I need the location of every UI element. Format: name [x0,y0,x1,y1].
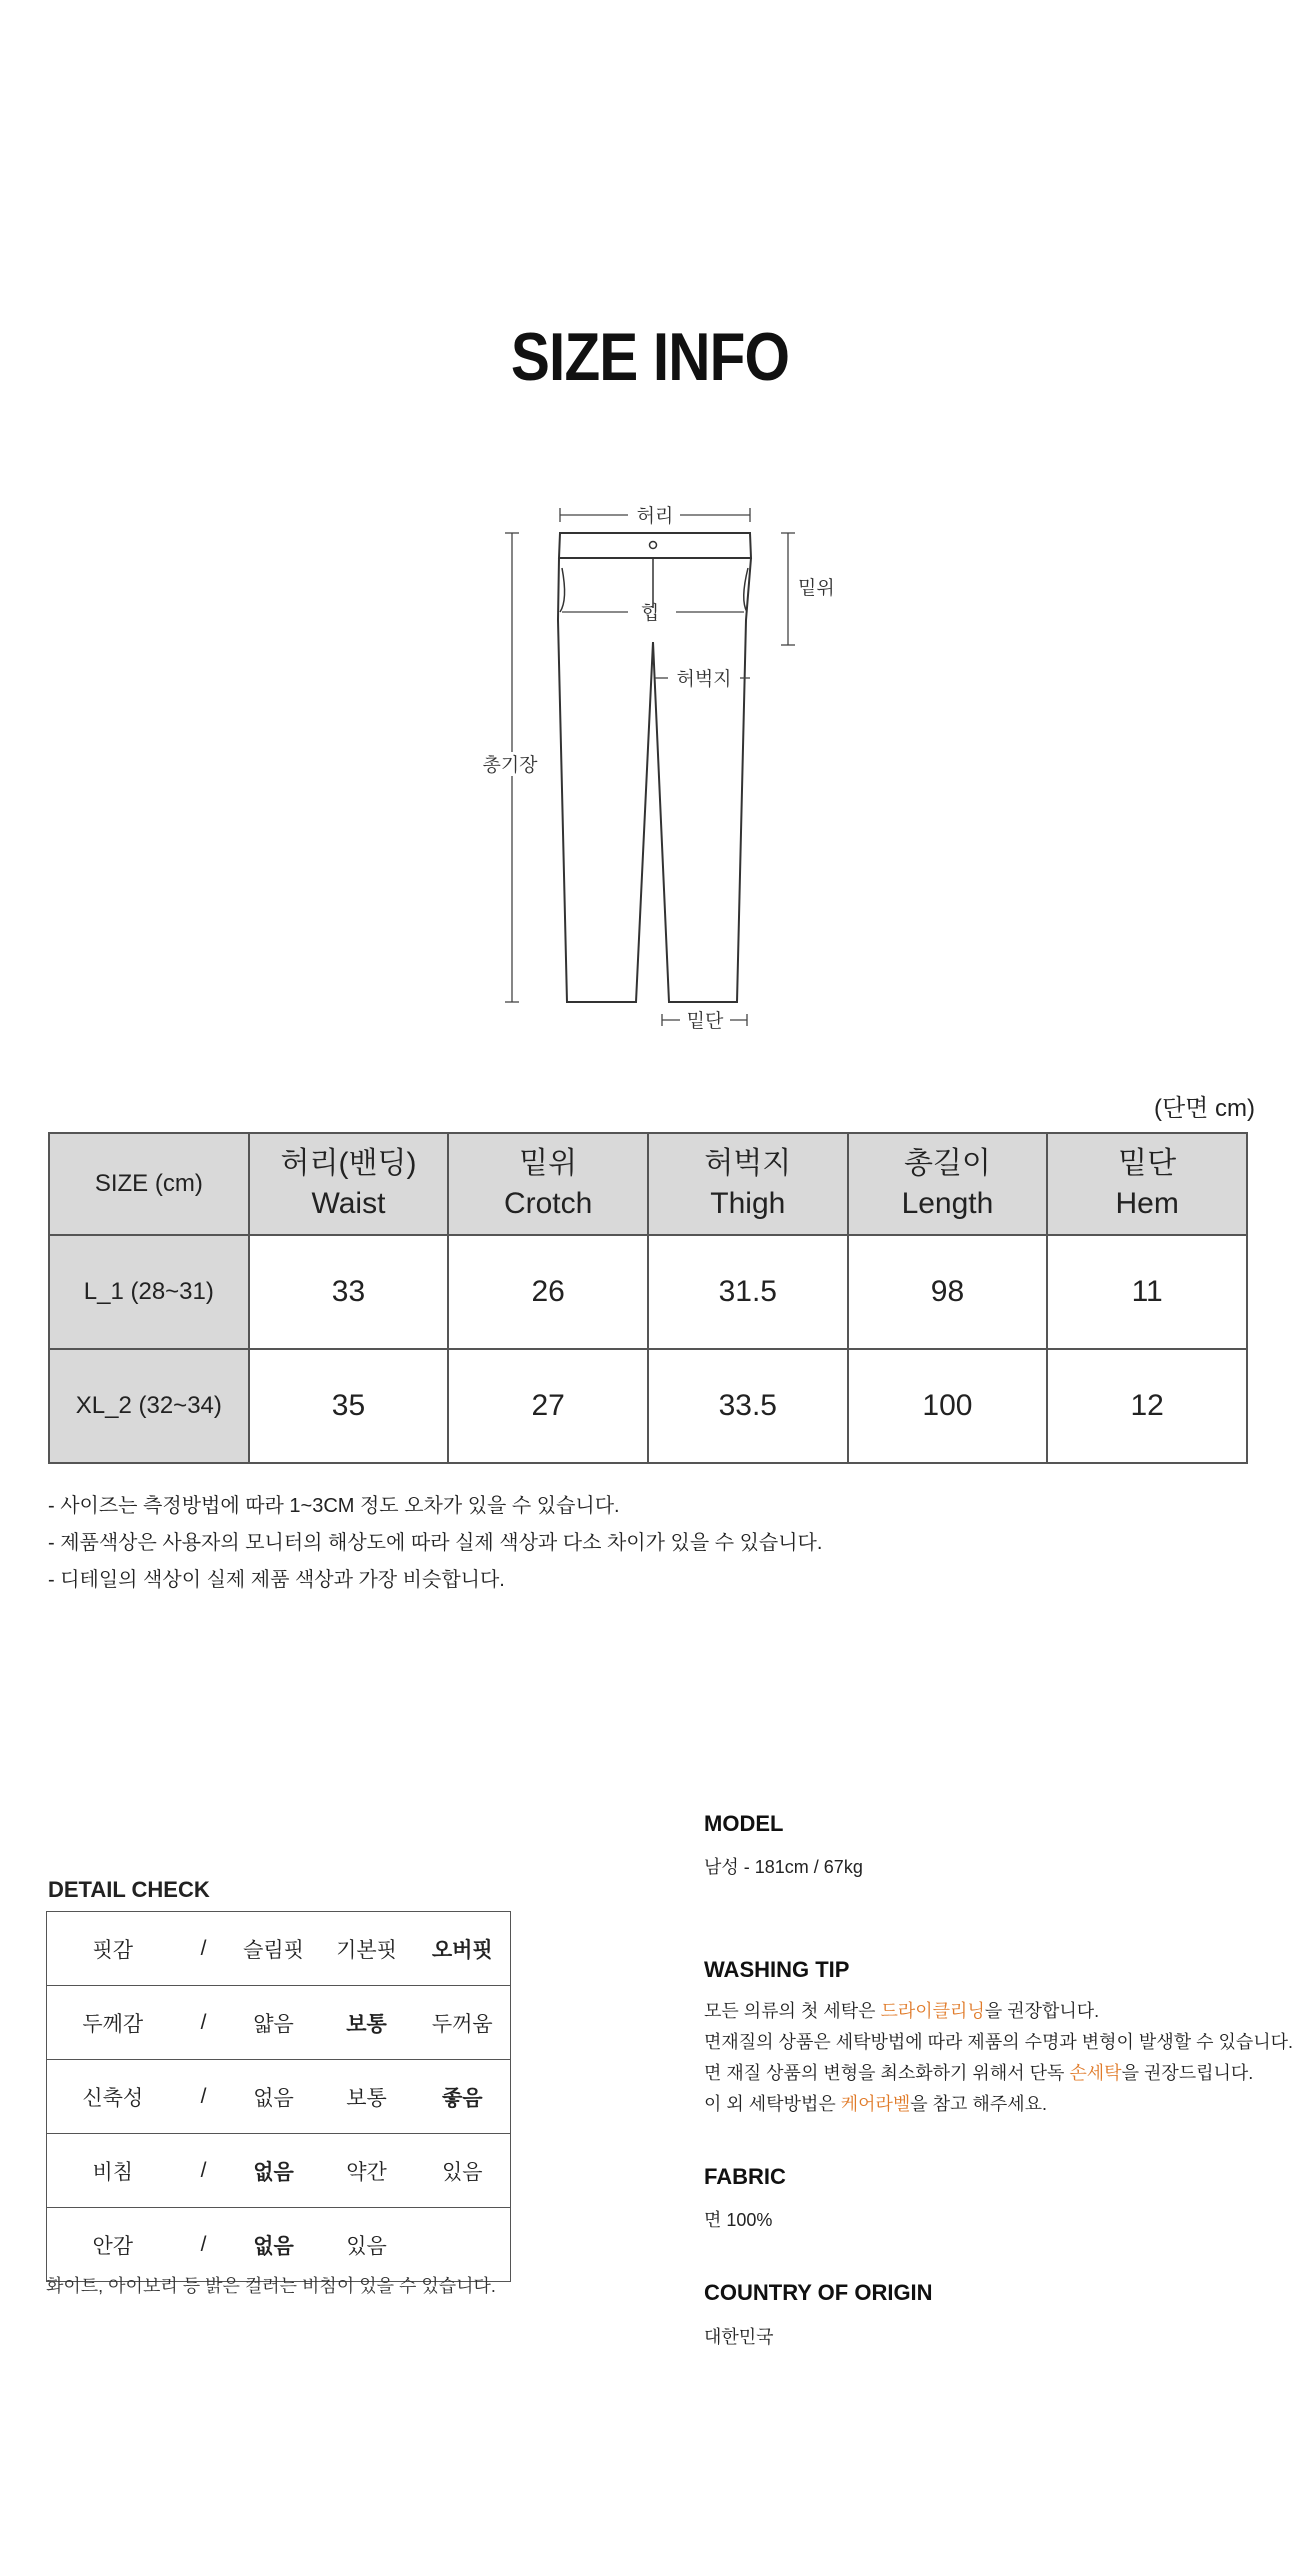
detail-check-row [47,2208,511,2282]
detail-check-option: 없음 [229,2134,319,2208]
note-item: - 제품색상은 사용자의 모니터의 해상도에 따라 실제 색상과 다소 차이가 있을 수 있습니다. [48,1532,823,1554]
hem-value: 11 [1047,1235,1247,1349]
detail-check-label: 두께감 [47,1986,179,2060]
length-col-header: 총길이 Length [848,1133,1048,1235]
table-row [49,1349,1247,1463]
size-table-header-row [49,1133,1247,1235]
detail-check-separator: / [179,2060,229,2134]
pants-waistband [559,533,751,558]
detail-check-row [47,1912,511,1986]
detail-check-option: 얇음 [229,1986,319,2060]
detail-check-title: DETAIL CHECK [48,1877,210,1902]
detail-check-option: 좋음 [415,2060,511,2134]
length-value: 98 [848,1235,1048,1349]
detail-check-option: 보통 [319,1986,415,2060]
pants-outline [558,558,751,1002]
detail-check-separator: / [179,1912,229,1986]
care-label-highlight: 케어라벨 [840,2094,911,2114]
washing-tip-line: 면재질의 상품은 세탁방법에 따라 제품의 수명과 변형이 발생할 수 있습니다. [704,2032,1294,2052]
fabric-title: FABRIC [704,2164,786,2189]
size-table [48,1132,1248,1464]
waist-col-header: 허리(밴딩) Waist [249,1133,449,1235]
detail-check-label: 신축성 [47,2060,179,2134]
crotch-value: 26 [448,1235,648,1349]
diagram-label-hem: 밑단 [686,1010,724,1032]
detail-check-option: 오버핏 [415,1912,511,1986]
pants-measurement-diagram [450,490,850,1050]
detail-check-option: 없음 [229,2060,319,2134]
detail-check-option: 있음 [319,2208,415,2282]
detail-check-option: 슬림핏 [229,1912,319,1986]
note-item: - 디테일의 색상이 실제 제품 색상과 가장 비슷합니다. [48,1569,505,1591]
detail-check-option: 있음 [415,2134,511,2208]
size-notes [48,1488,822,1599]
unit-note: (단면 cm) [1153,1095,1255,1122]
detail-check-option: 기본핏 [319,1912,415,1986]
detail-check-note: 화이트, 아이보리 등 밝은 컬러는 비침이 있을 수 있습니다. [46,2276,496,2296]
waist-value: 35 [249,1349,449,1463]
origin-text: 대한민국 [704,2327,774,2347]
diagram-label-thigh: 허벅지 [676,668,732,690]
waist-value: 33 [249,1235,449,1349]
detail-check-label: 안감 [47,2208,179,2282]
washing-tip-line: 면 재질 상품의 변형을 최소화하기 위해서 단독 손세탁을 권장드립니다. [704,2063,1254,2083]
size-label: L_1 (28~31) [49,1235,249,1349]
thigh-value: 33.5 [648,1349,848,1463]
detail-check-row [47,2134,511,2208]
detail-check-table [46,1911,511,2282]
washing-tip-text [704,1996,1293,2120]
thigh-value: 31.5 [648,1235,848,1349]
detail-check-row [47,1986,511,2060]
note-item: - 사이즈는 측정방법에 따라 1~3CM 정도 오차가 있을 수 있습니다. [48,1495,620,1517]
detail-check-option: 보통 [319,2060,415,2134]
size-col-header: SIZE (cm) [49,1133,249,1235]
detail-check-separator: / [179,2134,229,2208]
fabric-text: 면 100% [704,2210,773,2230]
diagram-label-crotch: 밑위 [798,577,835,599]
detail-check-label: 비침 [47,2134,179,2208]
model-title: MODEL [704,1811,784,1836]
detail-check-separator: / [179,2208,229,2282]
diagram-label-hip: 힙 [640,602,660,624]
detail-check-label: 핏감 [47,1912,179,1986]
size-label: XL_2 (32~34) [49,1349,249,1463]
detail-check-option: 두꺼움 [415,1986,511,2060]
dry-cleaning-highlight: 드라이클리닝 [880,2001,985,2021]
detail-check-row [47,2060,511,2134]
washing-tip-line: 모든 의류의 첫 세탁은 드라이클리닝을 권장합니다. [704,2001,1100,2021]
detail-check-option: 약간 [319,2134,415,2208]
diagram-label-waist: 허리 [636,505,674,527]
diagram-label-length: 총기장 [482,754,538,776]
crotch-value: 27 [448,1349,648,1463]
crotch-col-header: 밑위 Crotch [448,1133,648,1235]
washing-tip-line: 이 외 세탁방법은 케어라벨을 참고 해주세요. [704,2094,1047,2114]
thigh-col-header: 허벅지 Thigh [648,1133,848,1235]
hem-value: 12 [1047,1349,1247,1463]
detail-check-separator: / [179,1986,229,2060]
table-row [49,1235,1247,1349]
length-value: 100 [848,1349,1048,1463]
detail-check-option: 없음 [229,2208,319,2282]
model-text: 남성 - 181cm / 67kg [704,1857,863,1877]
washing-tip-title: WASHING TIP [704,1957,850,1982]
hem-col-header: 밑단 Hem [1047,1133,1247,1235]
page-title: SIZE INFO [510,319,790,395]
detail-check-option [415,2208,511,2282]
origin-title: COUNTRY OF ORIGIN [704,2280,933,2305]
hand-wash-highlight: 손세탁 [1069,2063,1122,2083]
